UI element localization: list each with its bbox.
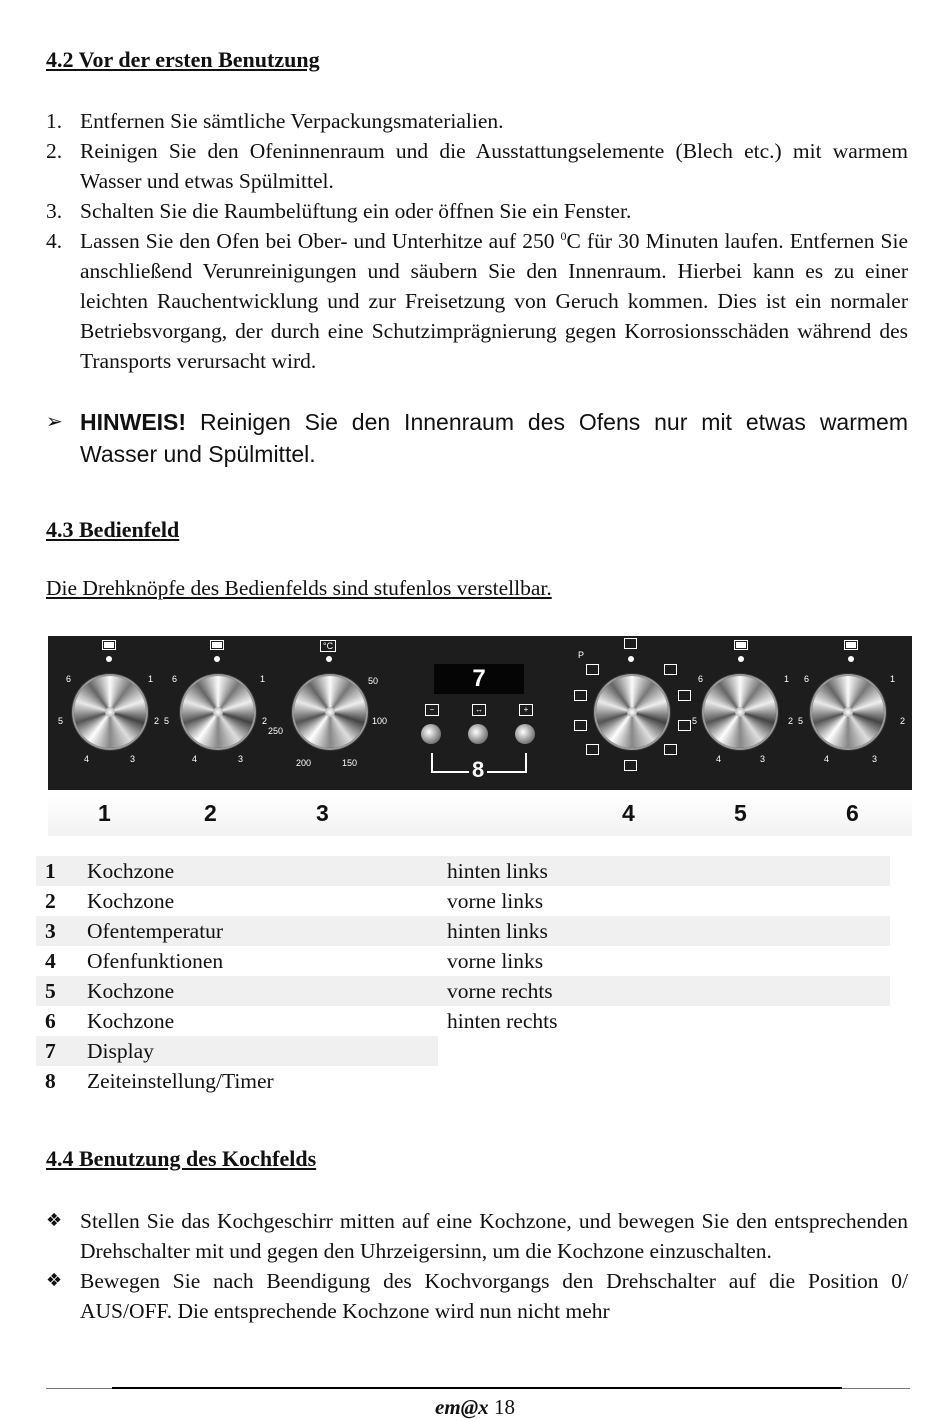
fan-icon — [624, 638, 637, 649]
arrow-bullet-icon: ➢ — [46, 411, 63, 433]
cleaning-hint — [46, 406, 908, 470]
step-item: 2. Reinigen Sie den Ofeninnenraum und die Ausstattungselemente (Blech etc.) mit warmem Wasser und etwas Spülmittel. — [46, 139, 908, 193]
hint-label: HINWEIS! — [80, 409, 187, 435]
knob-number: 5 — [734, 800, 747, 826]
oven-function-icon — [624, 760, 637, 771]
diamond-bullet-icon: ❖ — [46, 1210, 63, 1231]
table-row: 1 Kochzone hinten links — [36, 856, 890, 886]
marker-dot — [848, 656, 854, 662]
cooking-zone-icon — [734, 640, 748, 650]
table-row: 8 Zeiteinstellung/Timer — [45, 1069, 274, 1093]
knob-1 — [74, 676, 146, 748]
oven-function-icon — [678, 720, 691, 731]
oven-function-icon — [678, 690, 691, 701]
table-row: 5 Kochzone vorne rechts — [36, 976, 890, 1006]
oven-function-icon — [574, 720, 587, 731]
table-row: 6 Kochzone hinten rechts — [45, 1009, 558, 1033]
hint-text: Reinigen Sie den Innenraum des Ofens nur mit etwas warmem Wasser und Spülmittel. — [80, 409, 908, 467]
footer-divider — [112, 1387, 842, 1389]
display: 7 — [434, 664, 524, 694]
knob-5 — [704, 676, 776, 748]
control-panel-image: 6 1 5 2 4 3 6 1 5 2 4 3 °C 50 100 150 200 250 7 − ↔ + 8 P 6 1 5 2 4 3 6 1 5 2 4 3 — [48, 636, 912, 790]
section-4-3-title: 4.3 Bedienfeld — [46, 517, 180, 542]
oven-function-icon — [664, 664, 677, 675]
marker-dot — [628, 656, 634, 662]
section-4-4-title: 4.4 Benutzung des Kochfelds — [46, 1146, 317, 1171]
marker-dot — [326, 656, 332, 662]
brand-logo: em@x — [435, 1395, 489, 1419]
cooking-zone-icon — [844, 640, 858, 650]
list-item: ❖ Stellen Sie das Kochgeschirr mitten auf eine Kochzone, und bewegen Sie den entsprechenden Drehschalter mit und gegen den Uhrzeigersinn, um die Kochzone einzuschalten. — [46, 1206, 908, 1266]
step-item: 1. Entfernen Sie sämtliche Verpackungsmaterialien. — [46, 109, 504, 133]
timer-set-knob — [468, 724, 488, 744]
page-footer — [0, 1395, 950, 1420]
preparation-steps — [46, 106, 908, 376]
oven-function-icon — [664, 744, 677, 755]
table-row: 2 Kochzone vorne links — [45, 889, 544, 913]
panel-legend-table — [36, 856, 890, 1096]
oven-function-icon — [586, 664, 599, 675]
section-4-2-title: 4.2 Vor der ersten Benutzung — [46, 47, 320, 72]
table-row: 4 Ofenfunktionen vorne links — [45, 949, 544, 973]
table-row: 3 Ofentemperatur hinten links — [36, 916, 890, 946]
cooking-zone-icon — [102, 640, 116, 650]
oven-function-icon — [574, 690, 587, 701]
page-number: 18 — [493, 1395, 515, 1419]
knob-number: 1 — [98, 800, 111, 826]
marker-dot — [214, 656, 220, 662]
cooking-zone-icon — [210, 640, 224, 650]
list-item: ❖ Bewegen Sie nach Beendigung des Kochvorgangs den Drehschalter auf die Position 0/ AUS/OFF. Die entsprechende Kochzone wird nun nicht mehr — [46, 1266, 908, 1326]
step-item: 3. Schalten Sie die Raumbelüftung ein oder öffnen Sie ein Fenster. — [46, 199, 632, 223]
minus-icon: − — [425, 704, 439, 716]
marker-dot — [738, 656, 744, 662]
knob-4 — [596, 676, 668, 748]
panel-description: Die Drehknöpfe des Bedienfelds sind stufenlos verstellbar. — [46, 576, 552, 600]
cooktop-usage-list — [46, 1206, 908, 1326]
table-row: 7 Display — [36, 1036, 890, 1066]
knob-number: 4 — [622, 800, 635, 826]
plus-icon: + — [519, 704, 533, 716]
step-item: 4. Lassen Sie den Ofen bei Ober- und Unterhitze auf 250 $^0$C für 30 Minuten laufen. Entfernen Sie anschließend Verunreinigungen und säubern Sie den Innenraum. Hierbei kann es zu einer leichten Rauchentwicklung und zur Freisetzung von Geruch kommen. Dies ist ein normaler Betriebsvorgang, der durch eine Schutzimprägnierung gegen Korrosionsschäden während des Transports verursacht wird. — [46, 228, 908, 373]
oven-function-icon — [586, 744, 599, 755]
marker-dot — [106, 656, 112, 662]
knob-3 — [294, 676, 366, 748]
timer-plus-knob — [515, 724, 535, 744]
timer-icon: ↔ — [472, 704, 486, 716]
knob-number: 6 — [846, 800, 859, 826]
knob-number: 3 — [316, 800, 329, 826]
knob-2 — [182, 676, 254, 748]
knob-number: 2 — [204, 800, 217, 826]
diamond-bullet-icon: ❖ — [46, 1270, 63, 1291]
timer-minus-knob — [421, 724, 441, 744]
timer-callout-number: 8 — [469, 757, 487, 783]
knob-number-row — [48, 796, 912, 836]
knob-6 — [812, 676, 884, 748]
